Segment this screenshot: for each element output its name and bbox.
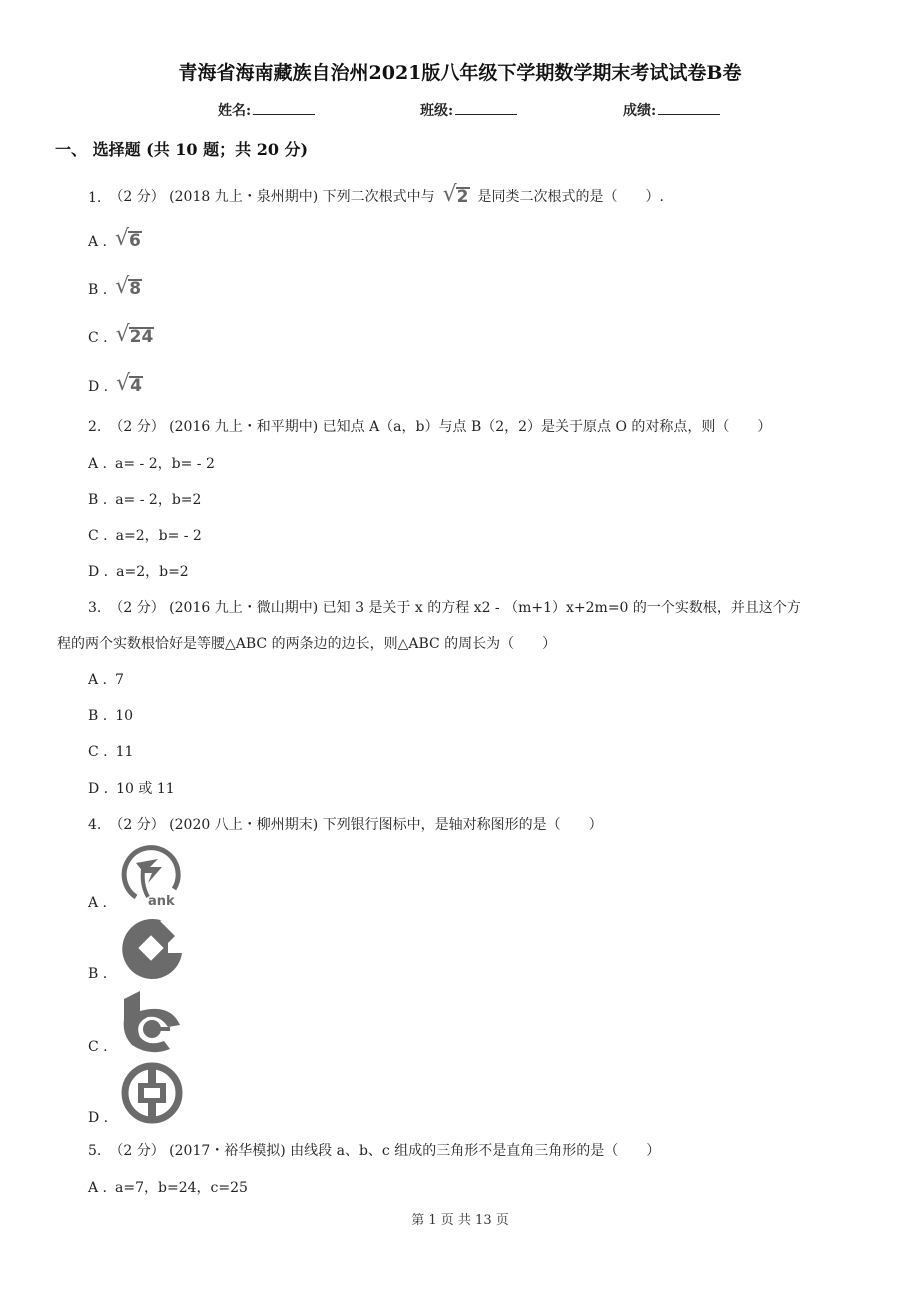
option-3c (88, 744, 133, 760)
bank-logo-bank-of-china-icon (120, 1061, 184, 1125)
page-footer: 第 1 页 共 13 页 (411, 1213, 509, 1228)
bank-logo-ank-icon (118, 845, 184, 907)
option-4c-letter: C . (88, 1039, 108, 1055)
bank-logo-b-icon (120, 989, 184, 1053)
option-text: a= - 2，b= - 2 (115, 456, 215, 472)
question-text-suffix: 是同类二次根式的是（ ）. (477, 189, 664, 205)
bank-logo-construction-icon (120, 917, 184, 979)
question-number: 3. (88, 600, 102, 616)
question-2 (88, 416, 771, 436)
radical-icon: √ (115, 226, 130, 251)
option-letter: D . (88, 564, 109, 580)
radical-icon: √ (116, 371, 131, 396)
option-letter: A . (88, 234, 108, 250)
svg-text:ank: ank (148, 894, 175, 907)
option-text: 10 (115, 708, 134, 724)
option-1c (88, 324, 154, 346)
score-blank (658, 100, 720, 115)
option-letter: C . (88, 744, 108, 760)
radical-icon: √ (442, 182, 457, 207)
option-letter: D . (88, 379, 109, 395)
option-3b (88, 708, 133, 724)
question-5 (88, 1140, 660, 1160)
sqrt-expression: √ 2 (442, 182, 469, 207)
sqrt-expression: √ 8 (115, 274, 142, 299)
class-label: 班级: (420, 103, 454, 119)
name-label: 姓名: (218, 103, 252, 119)
option-text: 7 (115, 672, 124, 688)
score-field (623, 100, 720, 120)
option-text: 10 或 11 (116, 781, 175, 797)
name-blank (253, 100, 315, 115)
option-letter: B . (88, 708, 108, 724)
option-1a (88, 228, 142, 250)
option-4b-letter: B . (88, 966, 108, 982)
question-number: 4. (88, 817, 102, 833)
option-2a (88, 453, 215, 473)
radical-icon: √ (115, 274, 130, 299)
radical-icon: √ (115, 322, 130, 347)
option-2c (88, 525, 202, 545)
name-field (218, 100, 315, 120)
question-text: （2 分） (2017・裕华模拟) 由线段 a、b、c 组成的三角形不是直角三角形的是（ ） (109, 1143, 661, 1159)
option-1b (88, 276, 142, 298)
question-number: 2. (88, 419, 102, 435)
option-2d (88, 561, 189, 581)
option-4a-letter: A . (88, 895, 108, 911)
question-number: 5. (88, 1143, 102, 1159)
option-letter: A . (88, 1180, 108, 1196)
exam-title: 青海省海南藏族自治州2021版八年级下学期数学期末考试试卷B卷 (178, 62, 742, 84)
option-3a (88, 672, 124, 688)
question-text: （2 分） (2018 九上・泉州期中) 下列二次根式中与 (109, 189, 435, 205)
option-letter: A . (88, 672, 108, 688)
option-letter: B . (88, 282, 108, 298)
option-letter: B . (88, 492, 108, 508)
question-1 (88, 184, 664, 206)
question-3-continued: 程的两个实数根恰好是等腰△ABC 的两条边的边长，则△ABC 的周长为（ ） (57, 636, 557, 652)
option-1d (88, 373, 143, 395)
option-letter: D . (88, 781, 109, 797)
score-label: 成绩: (623, 103, 657, 119)
option-2b (88, 489, 201, 509)
option-text: 11 (115, 744, 134, 760)
section-heading: 一、 选择题 (共 10 题；共 20 分) (55, 140, 309, 159)
option-5a (88, 1177, 248, 1197)
sqrt-expression: √ 4 (116, 371, 142, 396)
option-text: a=7，b=24，c=25 (115, 1180, 248, 1196)
option-letter: C . (88, 528, 108, 544)
sqrt-expression: √ 6 (115, 226, 141, 251)
question-3 (88, 597, 801, 617)
option-3d (88, 778, 175, 798)
option-text: a=2，b=2 (116, 564, 189, 580)
class-field (420, 100, 517, 120)
option-text: a=2，b= - 2 (115, 528, 202, 544)
option-letter: A . (88, 456, 108, 472)
question-text: （2 分） (2020 八上・柳州期末) 下列银行图标中，是轴对称图形的是（ ） (109, 817, 603, 833)
option-4d-letter: D . (88, 1110, 109, 1126)
question-text: （2 分） (2016 九上・和平期中) 已知点 A（a，b）与点 B（2，2）是关于原点 O 的对称点，则（ ） (109, 419, 772, 435)
question-4 (88, 814, 603, 834)
class-blank (455, 100, 517, 115)
option-text: a= - 2，b=2 (115, 492, 202, 508)
option-letter: C . (88, 330, 108, 346)
question-number: 1. (88, 190, 102, 206)
question-text: （2 分） (2016 九上・微山期中) 已知 3 是关于 x 的方程 x2 - （m+1）x+2m=0 的一个实数根，并且这个方 (109, 600, 801, 616)
sqrt-expression: √ 24 (115, 322, 154, 347)
